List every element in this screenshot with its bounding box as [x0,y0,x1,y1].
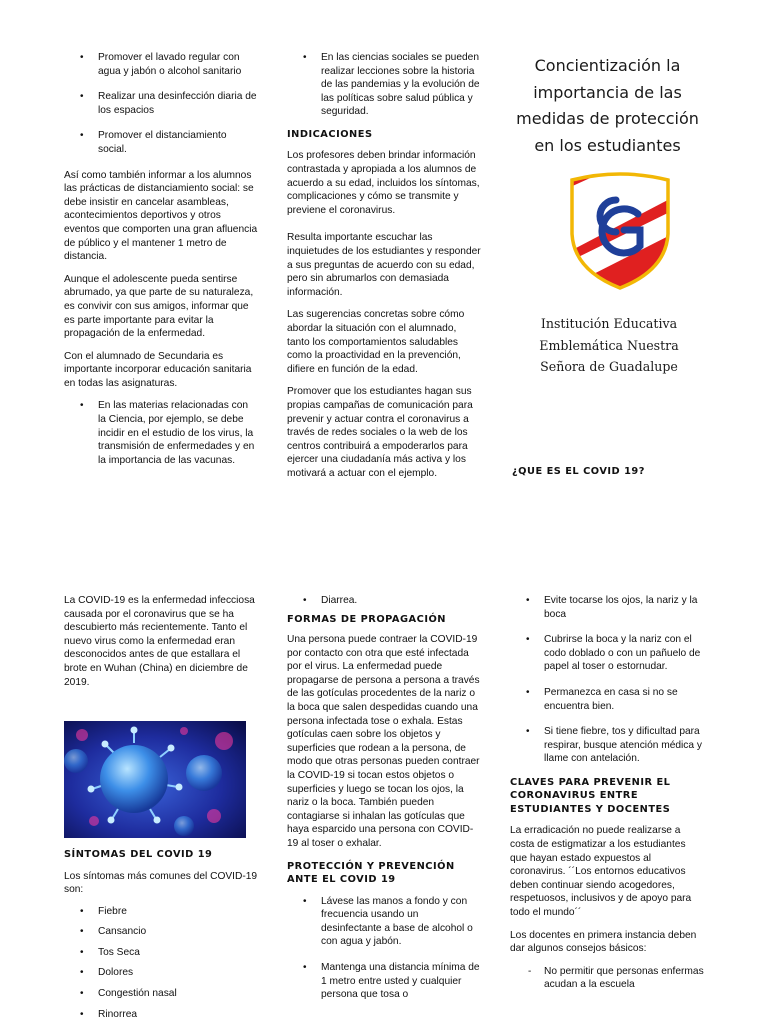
list-item: • En las ciencias sociales se pueden realizar lecciones sobre la historia de las pandemias y la evolución de las políticas sobre salud pública y seguridad. [287,51,481,119]
list-item: • Fiebre [64,905,258,919]
column-2-bottom [287,594,481,1014]
paragraph: Con el alumnado de Secundaria es importante incorporar educación sanitaria en todas las asignaturas. [64,350,252,389]
paragraph: Promover que los estudiantes hagan sus propias campañas de comunicación para prevenir y actuar contra el coronavirus a través de redes sociales o la web de los centros contribuirá a empoderarlos para ejercer una ciudadanía más activa y los motivará a actuar con el ejemplo. [287,386,473,479]
paragraph: Las sugerencias concretas sobre cómo abordar la situación con el alumnado, tanto los comportamientos saludables como la proactividad en la prevención, difiere en función de la edad. [287,309,465,375]
list-item: • En las materias relacionadas con la Ciencia, por ejemplo, se debe incidir en el estudio de los virus, la transmisión de enfermedades y en la importancia de las vacunas. [64,399,258,467]
paragraph: Así como también informar a los alumnos las prácticas de distanciamiento social: se debe insistir en cancelar asambleas, acontecimientos deportivos y otros eventos que comporten una gran afluencia de público y el mantener 1 metro de distancia. [64,169,258,263]
paragraph: La COVID-19 es la enfermedad infecciosa causada por el coronavirus que se ha descubierto más recientemente. Tanto el nuevo virus como la enfermedad eran desconocidos antes de que estallara el brote en Wuhan (China) en diciembre de 2019. [64,595,255,688]
prevention-continued-list [510,594,704,766]
column-1-bottom [64,594,258,698]
paragraph: Los síntomas más comunes del COVID-19 son: [64,870,258,896]
list-item: • Dolores [64,966,258,980]
science-list [64,399,258,467]
list-item: • Promover el distanciamiento social. [64,129,258,156]
teacher-advice-list [510,965,704,992]
list-item: • Si tiene fiebre, tos y dificultad para respirar, busque atención médica y llame con antelación. [510,725,704,766]
list-item: • Lávese las manos a fondo y con frecuencia usando un desinfectante a base de alcohol o con agua y jabón. [287,895,481,949]
list-item: • Cansancio [64,925,258,939]
list-item: • Rinorrea [64,1008,258,1022]
section-heading: CLAVES PARA PREVENIR EL CORONAVIRUS ENTRE ESTUDIANTES Y DOCENTES [510,776,671,815]
paragraph: Aunque el adolescente pueda sentirse abrumado, ya que parte de su naturaleza, es convivir con sus amigos, informar que es parte importante para evitar la propagación de la enfermedad. [64,273,254,340]
covid-question-heading: ¿QUE ES EL COVID 19? [512,466,645,477]
list-item: • Cubrirse la boca y la nariz con el codo doblado o con un pañuelo de papel al toser o estornudar. [510,633,704,674]
list-item: • Diarrea. [287,594,481,608]
column-3-bottom [510,594,704,1004]
symptoms-list [64,905,258,1022]
list-item: • Congestión nasal [64,987,258,1001]
hygiene-list [64,51,258,157]
institution-name: Institución Educativa Emblemática Nuestra Señora de Guadalupe [539,316,679,375]
paragraph: Los docentes en primera instancia deben dar algunos consejos básicos: [510,929,697,955]
paragraph: Una persona puede contraer la COVID-19 por contacto con otra que esté infectada por el virus. La enfermedad puede propagarse de persona a persona a través de las gotículas procedentes de la nariz o la boca que salen despedidas cuando una persona infectada tose o exhala. Estas gotículas caen sobre los objetos y superficies que rodean a la persona, de modo que otras personas pueden contraer la COVID-19 si tocan estos objetos o superficies y luego se tocan los ojos, la nariz o la boca. También pueden contagiarse si inhalan las gotículas que haya esparcido una persona con COVID-19 al toser o exhalar. [287,634,480,849]
list-item: • Evite tocarse los ojos, la nariz y la boca [510,594,704,621]
list-item: • Realizar una desinfección diaria de los espacios [64,90,258,117]
paragraph: Resulta importante escuchar las inquietudes de los estudiantes y responder a sus preguntas de acuerdo con su edad, pero sin abrumarlos con demasiada información. [287,232,481,298]
list-item: • Mantenga una distancia mínima de 1 metro entre usted y cualquier persona que tosa o [287,961,481,1002]
section-heading: INDICACIONES [287,128,373,140]
social-sciences-list [287,51,481,119]
section-heading: FORMAS DE PROPAGACIÓN [287,613,446,625]
section-heading: PROTECCIÓN Y PREVENCIÓN ANTE EL COVID 19 [287,860,455,886]
list-item: • Permanezca en casa si no se encuentra bien. [510,686,704,713]
section-heading: SÍNTOMAS DEL COVID 19 [64,849,213,860]
prevention-list [287,895,481,1002]
list-item: • Tos Seca [64,946,258,960]
school-logo [566,170,674,292]
paragraph: Los profesores deben brindar información contrastada y apropiada a los alumnos de acuerdo a su edad, incluidos los síntomas, complicaciones y cómo se transmite y previene el coronavirus. [287,150,480,216]
symptoms-section [64,848,258,1024]
paragraph: La erradicación no puede realizarse a costa de estigmatizar a los estudiantes que hayan estado expuestos al coronavirus. ´´Los entornos educativos deben continuar siendo acogedores, respetuosos, inclusivos y de apoyo para todo el mundo´´ [510,825,692,918]
column-1-top [64,51,258,479]
symptoms-continued-list [287,594,481,608]
column-2-top [287,51,481,490]
list-item: • Promover el lavado regular con agua y jabón o alcohol sanitario [64,51,258,78]
coronavirus-image [64,721,246,838]
list-item: - No permitir que personas enfermas acudan a la escuela [510,965,704,992]
cover-title: Concientización la importancia de las medidas de protección en los estudiantes [516,56,699,155]
